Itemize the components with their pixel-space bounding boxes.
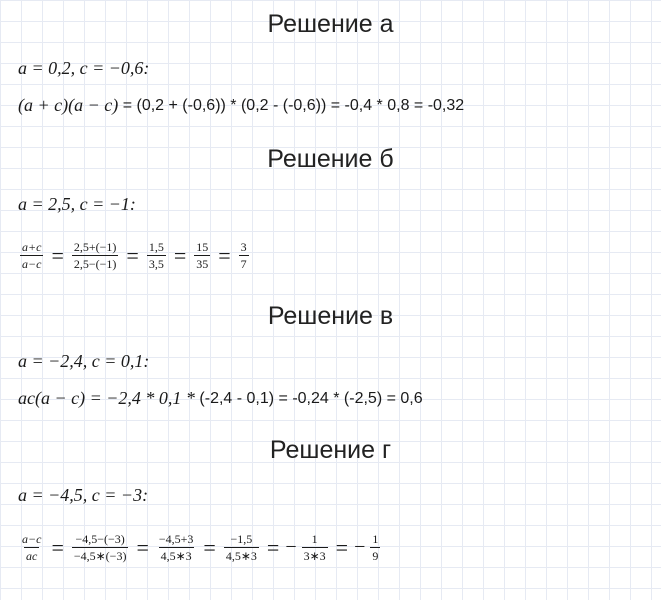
formula-a-rhs: = (0,2 + (-0,6)) * (0,2 - (-0,6)) = -0,4 * 0,8 = -0,32 [118, 96, 465, 114]
fraction-denominator: ac [26, 549, 38, 563]
fraction-denominator: 7 [240, 257, 247, 271]
fraction-numerator: −4,5−(−3) [75, 532, 125, 546]
given-values-v: a = −2,4, c = 0,1: [18, 351, 150, 371]
formula-v-lhs: ac(a − c) = −2,4 * 0,1 * [18, 388, 200, 408]
equals-sign: = [335, 534, 349, 560]
fraction [147, 240, 166, 271]
fraction-denominator: a−c [22, 257, 42, 271]
fraction-denominator: 9 [372, 549, 379, 563]
fraction [72, 240, 119, 271]
fraction-numerator: −1,5 [230, 532, 253, 546]
fraction-numerator: a+c [22, 240, 42, 254]
formula-a [18, 95, 464, 116]
fraction-denominator: 4,5∗3 [160, 549, 192, 563]
fraction-denominator: 4,5∗3 [225, 549, 257, 563]
equals-sign: = [173, 242, 187, 268]
fraction-numerator: 2,5+(−1) [73, 240, 117, 254]
fraction-denominator: −4,5∗(−3) [73, 549, 127, 563]
fraction-numerator: 1 [311, 532, 318, 546]
equals-sign: = [51, 242, 64, 268]
given-values-b: a = 2,5, c = −1: [18, 194, 136, 214]
formula-g [18, 532, 382, 563]
fraction-denominator: 2,5−(−1) [73, 257, 117, 271]
fraction [72, 532, 129, 563]
formula-v [18, 388, 423, 409]
fraction [239, 240, 249, 271]
equals-sign: = [51, 534, 64, 560]
equals-sign: = [266, 534, 280, 560]
fraction-denominator: 3,5 [148, 257, 164, 271]
given-values-a: a = 0,2, c = −0,6: [18, 58, 150, 78]
minus-sign: − [354, 536, 366, 558]
formula-a-lhs: (a + c)(a − c) [18, 95, 119, 115]
fraction-numerator: 1 [372, 532, 379, 546]
fraction [224, 532, 259, 563]
fraction [194, 240, 210, 271]
heading-solution-g: Решение г [269, 436, 392, 464]
fraction [157, 532, 196, 563]
formula-v-rhs: (-2,4 - 0,1) = -0,24 * (-2,5) = 0,6 [199, 389, 423, 407]
fraction-numerator: 1,5 [148, 240, 164, 254]
fraction-numerator: a−c [22, 532, 42, 546]
equals-sign: = [136, 534, 149, 560]
equals-sign: = [218, 242, 231, 268]
formula-b [18, 240, 251, 271]
fraction-numerator: 15 [196, 240, 209, 254]
given-values-g: a = −4,5, c = −3: [18, 485, 149, 505]
fraction-denominator: 3∗3 [303, 549, 326, 563]
heading-solution-a: Решение а [267, 10, 394, 38]
heading-solution-v: Решение в [267, 302, 394, 330]
fraction-numerator: 3 [240, 240, 247, 254]
fraction [302, 532, 328, 563]
equals-sign: = [203, 534, 216, 560]
heading-solution-b: Решение б [267, 145, 394, 173]
fraction [20, 532, 43, 563]
equals-sign: = [126, 242, 139, 268]
fraction-numerator: −4,5+3 [158, 532, 194, 546]
minus-sign: − [285, 536, 297, 558]
fraction [20, 240, 43, 271]
fraction [370, 532, 380, 563]
fraction-denominator: 35 [196, 257, 209, 271]
